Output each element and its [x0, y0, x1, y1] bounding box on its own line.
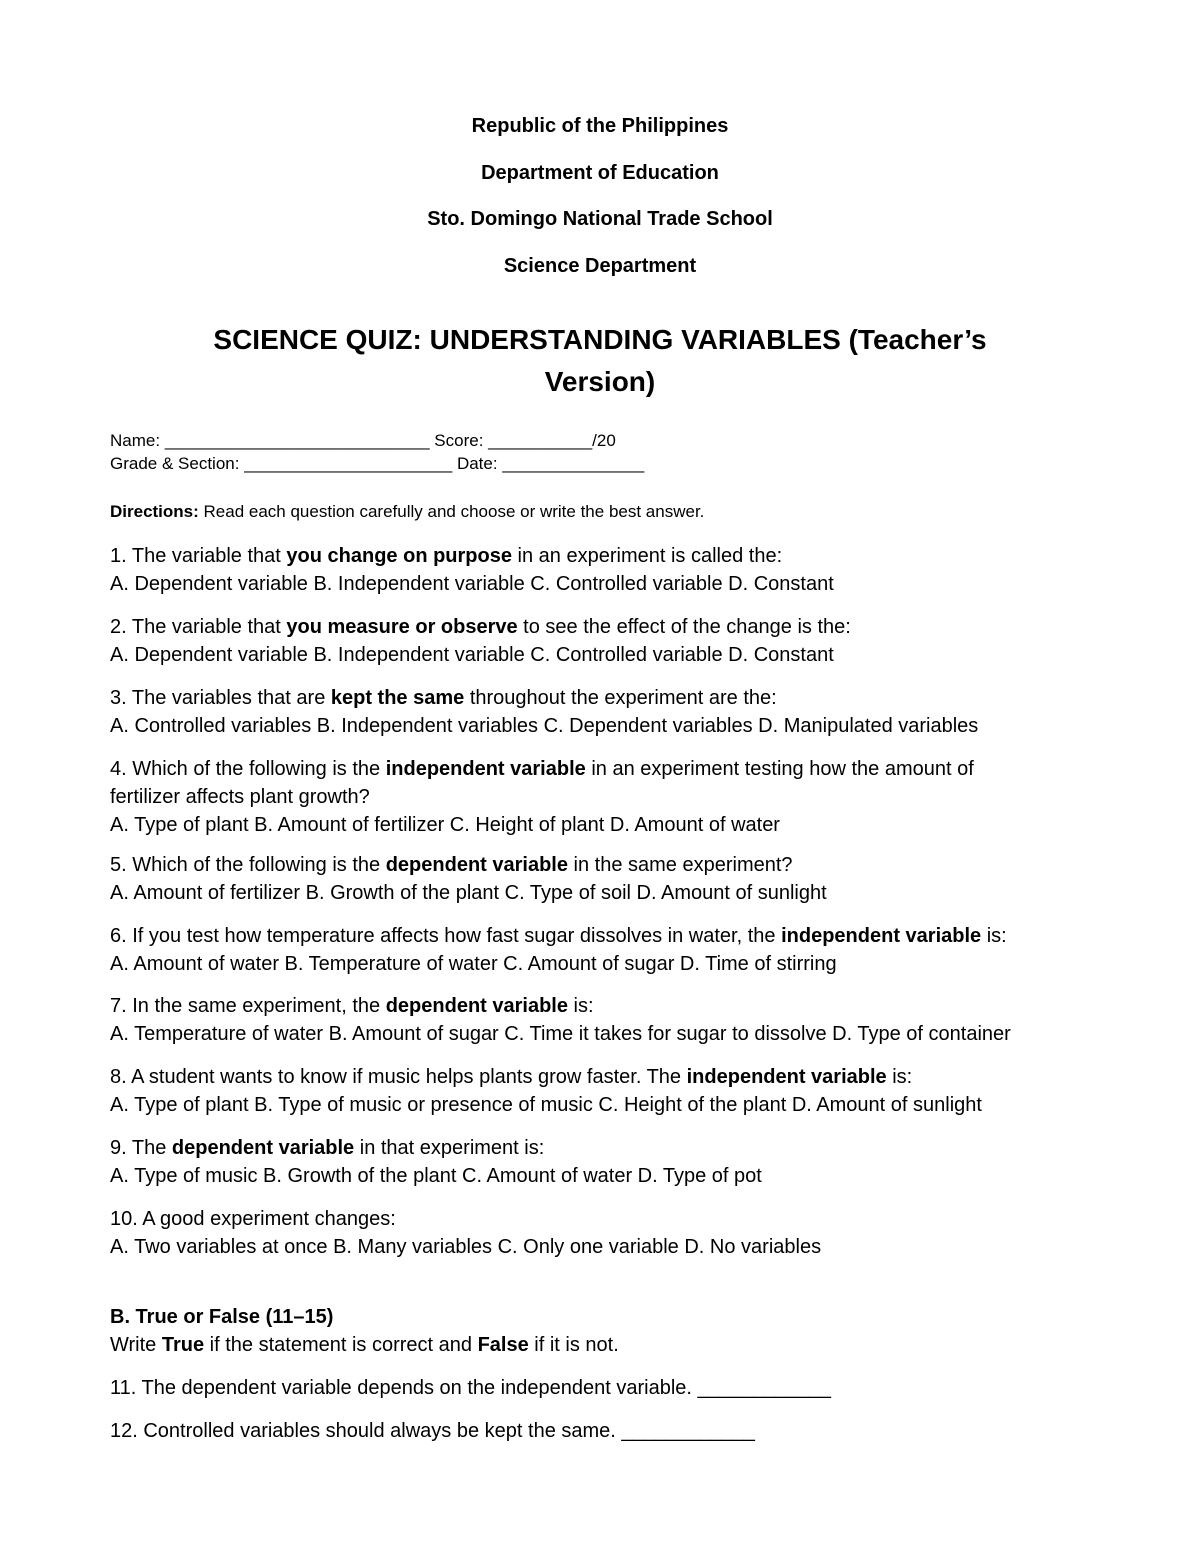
stem-text: 9. The	[110, 1137, 172, 1159]
grade-blank: ______________________	[244, 454, 453, 473]
grade-date-line	[110, 453, 644, 475]
stem-text: 5. Which of the following is the	[110, 854, 386, 876]
instr-true: True	[161, 1334, 205, 1356]
instr-text: Write	[110, 1334, 162, 1356]
header-department: Department of Education	[481, 162, 719, 184]
stem-text: in an experiment is called the:	[511, 545, 783, 567]
stem-emphasis: dependent variable	[385, 854, 568, 876]
true-false-item-11	[110, 1374, 831, 1402]
question-stem	[110, 1205, 1110, 1233]
stem-emphasis: independent variable	[385, 758, 586, 780]
name-label: Name:	[110, 431, 161, 450]
question-9	[110, 1134, 1110, 1190]
stem-text: throughout the experiment are the:	[464, 687, 777, 709]
question-choices: A. Two variables at once B. Many variables C. Only one variable D. No variables	[110, 1236, 822, 1258]
stem-text: 3. The variables that are	[110, 687, 331, 709]
question-stem	[110, 684, 1110, 712]
name-blank: ____________________________	[164, 431, 430, 450]
section-b	[110, 1303, 619, 1359]
true-false-item-12	[110, 1417, 755, 1445]
stem-text: 10. A good experiment changes:	[110, 1208, 396, 1230]
stem-emphasis: independent variable	[781, 925, 982, 947]
stem-text: in an experiment testing how the amount of	[585, 758, 974, 780]
quiz-title-line1: SCIENCE QUIZ: UNDERSTANDING VARIABLES (Teacher’s	[213, 324, 987, 355]
instr-text: if it is not.	[528, 1334, 619, 1356]
question-choices: A. Type of plant B. Type of music or presence of music C. Height of the plant D. Amount of sunlight	[110, 1094, 982, 1116]
stem-emphasis: dependent variable	[385, 995, 568, 1017]
question-2	[110, 613, 1110, 669]
score-total: /20	[592, 431, 616, 450]
header-science-department: Science Department	[503, 255, 697, 277]
stem-emphasis: you measure or observe	[286, 616, 518, 638]
question-choices: A. Dependent variable B. Independent variable C. Controlled variable D. Constant	[110, 644, 834, 666]
header-country: Republic of the Philippines	[471, 115, 729, 137]
instr-text: if the statement is correct and	[204, 1334, 478, 1356]
stem-text: 8. A student wants to know if music helps plants grow faster. The	[110, 1066, 687, 1088]
stem-text: 4. Which of the following is the	[110, 758, 386, 780]
question-choices: A. Amount of water B. Temperature of water C. Amount of sugar D. Time of stirring	[110, 953, 837, 975]
question-stem	[110, 755, 1110, 783]
question-choices: A. Amount of fertilizer B. Growth of the plant C. Type of soil D. Amount of sunlight	[110, 882, 827, 904]
section-b-title: B. True or False (11–15)	[110, 1306, 334, 1328]
quiz-title-line2: Version)	[544, 366, 656, 397]
directions-label: Directions:	[110, 502, 199, 521]
stem-emphasis: independent variable	[686, 1066, 887, 1088]
stem-text: 7. In the same experiment, the	[110, 995, 386, 1017]
tf-statement: 11. The dependent variable depends on the independent variable. ____________	[110, 1377, 831, 1399]
question-3	[110, 684, 1110, 740]
question-1	[110, 542, 1110, 598]
question-choices: A. Controlled variables B. Independent variables C. Dependent variables D. Manipulated variables	[110, 715, 979, 737]
score-blank: ___________	[488, 431, 593, 450]
header-school: Sto. Domingo National Trade School	[427, 208, 773, 230]
question-stem	[110, 1063, 1110, 1091]
question-stem	[110, 922, 1110, 950]
question-5	[110, 851, 1110, 907]
question-8	[110, 1063, 1110, 1119]
date-label: Date:	[456, 454, 498, 473]
stem-text: is:	[886, 1066, 913, 1088]
question-4	[110, 755, 1110, 839]
stem-emphasis: dependent variable	[171, 1137, 355, 1159]
stem-text: 1. The variable that	[110, 545, 287, 567]
section-b-instructions	[110, 1331, 619, 1359]
stem-text: in that experiment is:	[354, 1137, 545, 1159]
directions	[110, 501, 704, 523]
score-label: Score:	[434, 431, 484, 450]
section-b-heading	[110, 1303, 619, 1331]
stem-text: 6. If you test how temperature affects how fast sugar dissolves in water, the	[110, 925, 782, 947]
name-score-line	[110, 430, 616, 452]
question-stem	[110, 851, 1110, 879]
question-7	[110, 992, 1110, 1048]
stem-text: is:	[567, 995, 594, 1017]
question-stem-continued: fertilizer affects plant growth?	[110, 786, 370, 808]
tf-statement: 12. Controlled variables should always be kept the same. ____________	[110, 1420, 755, 1442]
question-6	[110, 922, 1110, 978]
question-choices: A. Temperature of water B. Amount of sugar C. Time it takes for sugar to dissolve D. Type of container	[110, 1023, 1011, 1045]
question-choices: A. Dependent variable B. Independent variable C. Controlled variable D. Constant	[110, 573, 834, 595]
question-10	[110, 1205, 1110, 1261]
question-stem	[110, 992, 1110, 1020]
date-blank: _______________	[502, 454, 645, 473]
directions-text: Read each question carefully and choose or write the best answer.	[203, 502, 705, 521]
stem-text: to see the effect of the change is the:	[517, 616, 851, 638]
stem-emphasis: you change on purpose	[286, 545, 512, 567]
grade-label: Grade & Section:	[110, 454, 240, 473]
question-stem	[110, 1134, 1110, 1162]
question-choices: A. Type of music B. Growth of the plant C. Amount of water D. Type of pot	[110, 1165, 762, 1187]
question-stem	[110, 613, 1110, 641]
stem-text: 2. The variable that	[110, 616, 287, 638]
question-choices: A. Type of plant B. Amount of fertilizer C. Height of plant D. Amount of water	[110, 814, 780, 836]
stem-text: is:	[981, 925, 1007, 947]
stem-text: in the same experiment?	[567, 854, 793, 876]
question-stem	[110, 542, 1110, 570]
stem-emphasis: kept the same	[330, 687, 465, 709]
instr-false: False	[477, 1334, 529, 1356]
